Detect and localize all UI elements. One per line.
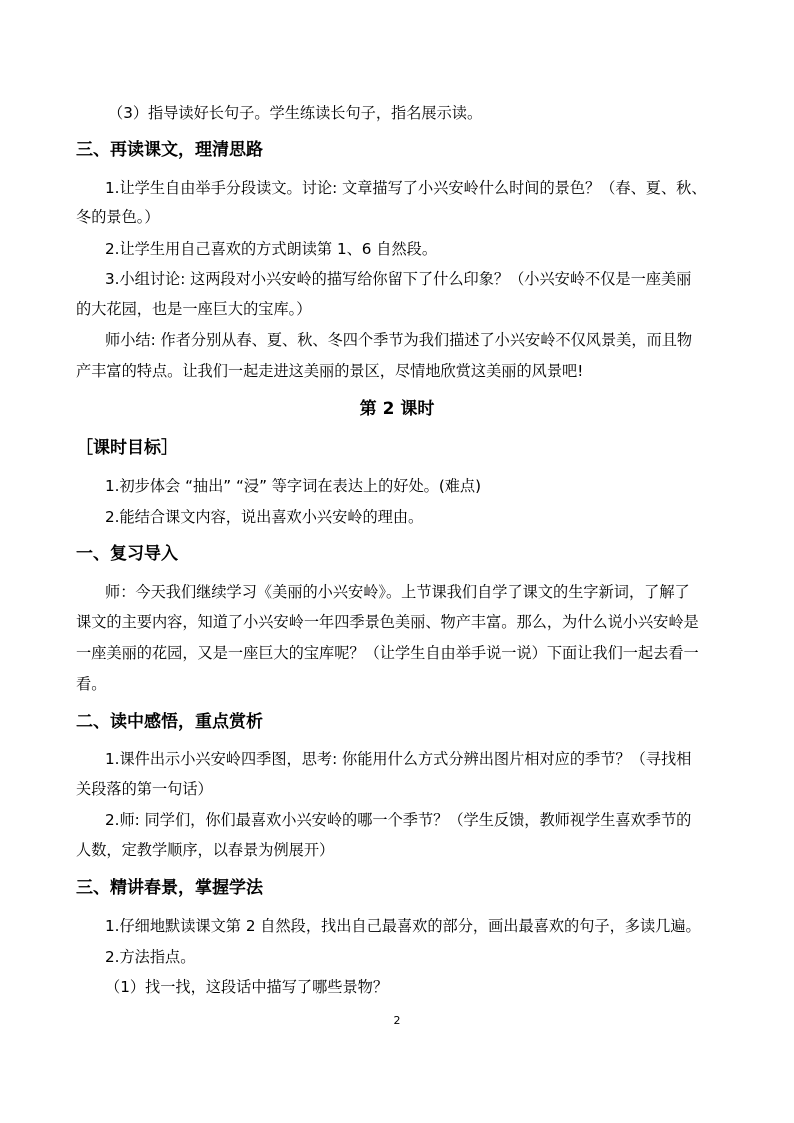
section-heading: 二、读中感悟，重点赏析 [76,712,263,732]
lesson-title: 第 2 课时 [359,399,435,419]
paragraph-line: 看。 [76,675,107,693]
paragraph-line: 3.小组讨论: 这两段对小兴安岭的描写给你留下了什么印象？（小兴安岭不仅是一座美丽 [105,270,692,288]
page-number: 2 [393,1014,401,1027]
section-heading: 一、复习导入 [76,544,178,564]
paragraph-line: 关段落的第一句话） [76,780,213,798]
paragraph-line: 1.课件出示小兴安岭四季图，思考: 你能用什么方式分辨出图片相对应的季节？（寻找相 [105,750,692,768]
paragraph-line: 师：今天我们继续学习《美丽的小兴安岭》。上节课我们自学了课文的生字新词，了解了 [105,583,690,601]
paragraph-line: 一座美丽的花园，又是一座巨大的宝库呢？（让学生自由举手说一说）下面让我们一起去看一 [76,644,699,662]
paragraph-line: 产丰富的特点。让我们一起走进这美丽的景区，尽情地欣赏这美丽的风景吧! [76,362,584,380]
paragraph-line: （3）指导读好长句子。学生练读长句子，指名展示读。 [108,104,483,122]
paragraph-line: 1.让学生自由举手分段读文。讨论: 文章描写了小兴安岭什么时间的景色？（春、夏、秋、 [105,179,707,197]
paragraph-line: 人数，定教学顺序，以春景为例展开） [76,841,335,859]
section-heading: ［课时目标］ [76,438,178,458]
paragraph-line: 2.让学生用自己喜欢的方式朗读第 1、6 自然段。 [105,240,438,258]
paragraph-line: 1.仔细地默读课文第 2 自然段，找出自己最喜欢的部分，画出最喜欢的句子，多读几遍。 [105,917,701,935]
paragraph-line: 师小结: 作者分别从春、夏、秋、冬四个季节为我们描述了小兴安岭不仅风景美，而且物 [105,331,693,349]
paragraph-line: 2.方法指点。 [105,948,196,966]
paragraph-line: 课文的主要内容，知道了小兴安岭一年四季景色美丽、物产丰富。那么，为什么说小兴安岭是 [76,613,699,631]
paragraph-line: 冬的景色。） [76,208,160,226]
paragraph-line: 2.能结合课文内容，说出喜欢小兴安岭的理由。 [105,508,424,526]
paragraph-line: （1）找一找，这段话中描写了哪些景物？ [105,978,389,996]
paragraph-line: 的大花园，也是一座巨大的宝库。） [76,300,312,318]
paragraph-line: 2.师: 同学们，你们最喜欢小兴安岭的哪一个季节？（学生反馈，教师视学生喜欢季节的 [105,811,692,829]
section-heading: 三、精讲春景，掌握学法 [76,878,263,898]
paragraph-line: 1.初步体会 “抽出” “浸” 等字词在表达上的好处。(难点) [105,477,482,495]
section-heading: 三、再读课文，理清思路 [76,140,263,160]
